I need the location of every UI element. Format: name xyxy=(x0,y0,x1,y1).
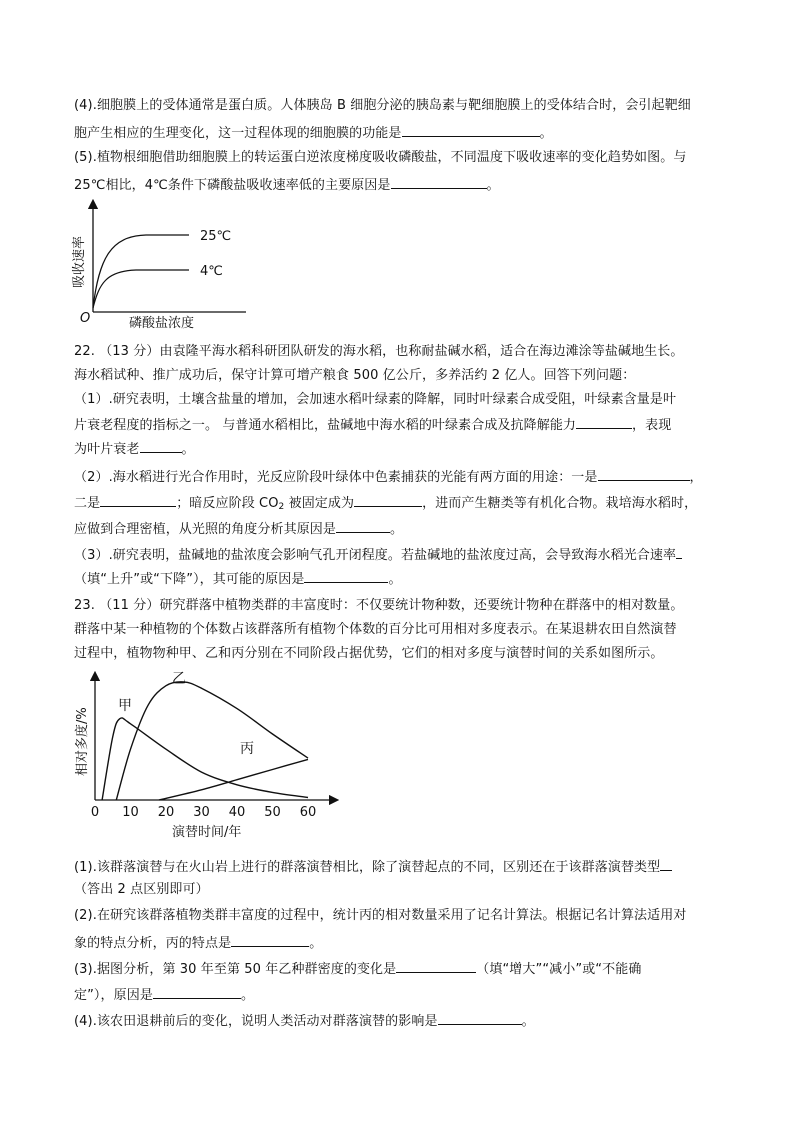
label-25c: 25℃ xyxy=(200,229,232,244)
q22-p1-answer-blank-1[interactable] xyxy=(576,414,632,429)
q23-p3-text-c: 定”），原因是 xyxy=(74,988,153,1003)
x-tick-label: 10 xyxy=(122,805,139,820)
q22-p2-answer-blank-1[interactable] xyxy=(598,466,690,481)
q23-p1-text: (1).该群落演替与在火山岩上进行的群落演替相比，除了演替起点的不同，区别还在于该群落演替类型 xyxy=(74,860,661,875)
q22-p1-text-c: 为叶片衰老 xyxy=(74,442,140,457)
q22-p3-answer-blank-1[interactable] xyxy=(676,544,682,559)
q22-p2-line2 xyxy=(74,492,697,517)
q23-p4-answer-blank[interactable] xyxy=(438,1010,522,1025)
q22-p1-text: 片衰老程度的指标之一。 与普通水稻相比，盐碱地中海水稻的叶绿素合成及抗降解能力 xyxy=(74,418,577,433)
q23-p3-end: 。 xyxy=(240,988,255,1003)
label-4c: 4℃ xyxy=(200,264,223,279)
species-label-bing: 丙 xyxy=(240,741,254,757)
q22-p3-answer-blank-2[interactable] xyxy=(304,568,388,583)
q23-p3-text-b: （填“增大”“减小”或“不能确 xyxy=(476,962,642,977)
q23-p3-answer-blank-2[interactable] xyxy=(153,984,241,999)
q21-p5-line2 xyxy=(74,174,500,196)
series-jia-curve xyxy=(102,718,308,800)
q21-p4-end: 。 xyxy=(539,126,553,141)
x-axis-label: 磷酸盐浓度 xyxy=(129,316,195,331)
series-yi-curve xyxy=(116,682,308,800)
q23-p3-text: (3).据图分析，第 30 年至第 50 年乙种群密度的变化是 xyxy=(74,962,397,977)
q22-p2-answer-blank-3[interactable] xyxy=(354,492,422,507)
x-tick-label: 20 xyxy=(157,805,175,820)
q23-p2-line1: (2).在研究该群落植物类群丰富度的过程中，统计丙的相对数量采用了记名计算法。根据记名计算法适用对 xyxy=(74,908,687,923)
q21-p5-answer-blank[interactable] xyxy=(391,174,487,189)
y-axis-label: 吸收速率 xyxy=(72,235,87,288)
q22-p2-text: （2）.海水稻进行光合作用时，光反应阶段叶绿体中色素捕获的光能有两方面的用途：一是 xyxy=(74,470,598,485)
y-axis-label: 相对多度/% xyxy=(75,707,90,776)
q22-p2-text-e: ，进而产生糖类等有机化合物。栽培海水稻时， xyxy=(422,496,698,511)
q23-p2-end: 。 xyxy=(309,936,323,951)
q22-p1-line2 xyxy=(74,414,671,436)
q23-p3-line2 xyxy=(74,984,254,1006)
x-axis-label: 演替时间/年 xyxy=(172,825,242,840)
q23-p2-text: 象的特点分析，丙的特点是 xyxy=(74,936,232,951)
q23-p1-answer-blank[interactable] xyxy=(660,856,672,871)
q22-p1-line3 xyxy=(74,438,195,460)
q21-p4-text: 胞产生相应的生理变化，这一过程体现的细胞膜的功能是 xyxy=(74,126,402,141)
x-tick-label: 30 xyxy=(193,805,210,820)
q21-p5-text: 25℃相比，4℃条件下磷酸盐吸收速率低的主要原因是 xyxy=(74,178,391,193)
species-label-yi: 乙 xyxy=(172,671,186,687)
q22-p1-end: 。 xyxy=(181,442,195,457)
q22-p2-line3 xyxy=(74,518,403,540)
x-tick-label: 40 xyxy=(228,805,246,820)
q22-p2-text-f: 应做到合理密植，从光照的角度分析其原因是 xyxy=(74,522,337,537)
q23-intro-line1: 23. （11 分）研究群落中植物类群的丰富度时：不仅要统计物种数，还要统计物种在群落中的相对数量。 xyxy=(74,598,684,613)
q22-p2-end: 。 xyxy=(390,522,404,537)
q21-p5-end: 。 xyxy=(486,178,500,193)
origin-label: O xyxy=(80,311,91,326)
figure-absorption-rate xyxy=(66,196,256,334)
x-tick-label: 60 xyxy=(299,805,317,820)
q21-p4-answer-blank[interactable] xyxy=(402,122,540,137)
q22-p1-answer-blank-2[interactable] xyxy=(140,438,182,453)
q23-p4-text: (4).该农田退耕前后的变化，说明人类活动对群落演替的影响是 xyxy=(74,1014,438,1029)
q22-p2-co2-subscript: 2 xyxy=(278,502,285,512)
q23-p4-line1 xyxy=(74,1010,535,1032)
q22-p2-text-d: 被固定成为 xyxy=(284,496,355,511)
x-tick-label: 0 xyxy=(90,805,100,820)
q22-p3-text-b: （填“上升”或“下降”），其可能的原因是 xyxy=(74,572,305,587)
species-label-jia: 甲 xyxy=(118,698,132,714)
q23-intro-line2: 群落中某一种植物的个体数占该群落所有植物个体数的百分比可用相对多度表示。在某退耕农田自然演替 xyxy=(74,622,677,637)
q22-p3-line2 xyxy=(74,568,402,590)
q22-p3-line1 xyxy=(74,544,682,566)
q23-p1-line1 xyxy=(74,856,672,878)
q21-p4-line1: (4).细胞膜上的受体通常是蛋白质。人体胰岛 B 细胞分泌的胰岛素与靶细胞膜上的受体结合时，会引起靶细 xyxy=(74,98,691,113)
q23-intro-line3: 过程中，植物物种甲、乙和丙分别在不同阶段占据优势，它们的相对多度与演替时间的关系如图所示。 xyxy=(74,646,664,661)
q22-intro-line1: 22. （13 分）由袁隆平海水稻科研团队研发的海水稻，也称耐盐碱水稻，适合在海边滩涂等盐碱地生长。 xyxy=(74,344,684,359)
q23-p4-end: 。 xyxy=(521,1014,535,1029)
q23-p3-answer-blank-1[interactable] xyxy=(396,958,476,973)
q23-p3-line1 xyxy=(74,958,641,980)
q22-p2-answer-blank-2[interactable] xyxy=(100,492,176,507)
x-tick-label: 50 xyxy=(264,805,281,820)
chart-relative-abundance xyxy=(66,666,346,846)
q22-p2-comma: ， xyxy=(689,470,703,485)
q22-p3-text: （3）.研究表明，盐碱地的盐浓度会影响气孔开闭程度。若盐碱地的盐浓度过高，会导致海水稻光合速率 xyxy=(74,548,677,563)
q22-p2-text-c: ；暗反应阶段 CO xyxy=(176,496,279,511)
q23-p1-line2: （答出 2 点区别即可） xyxy=(74,882,209,897)
q23-p2-answer-blank[interactable] xyxy=(231,932,309,947)
q21-p5-line1: (5).植物根细胞借助细胞膜上的转运蛋白逆浓度梯度吸收磷酸盐，不同温度下吸收速率的变化趋势如图。与 xyxy=(74,150,687,165)
q22-p2-text-b: 二是 xyxy=(74,496,101,511)
curve-25c xyxy=(93,235,189,308)
q22-intro-line2: 海水稻试种、推广成功后，保守计算可增产粮食 500 亿公斤，多养活约 2 亿人。回答下列问题： xyxy=(74,368,636,383)
q22-p1-text-b: ，表现 xyxy=(632,418,672,433)
q22-p1-line1: （1）.研究表明，土壤含盐量的增加，会加速水稻叶绿素的降解，同时叶绿素合成受阻，叶绿素含量是叶 xyxy=(74,392,677,407)
q21-p4-line2 xyxy=(74,122,553,144)
q22-p2-line1 xyxy=(74,466,703,488)
q22-p3-end: 。 xyxy=(388,572,402,587)
q23-p2-line2 xyxy=(74,932,322,954)
q22-p2-answer-blank-4[interactable] xyxy=(336,518,390,533)
curve-4c xyxy=(93,270,189,308)
